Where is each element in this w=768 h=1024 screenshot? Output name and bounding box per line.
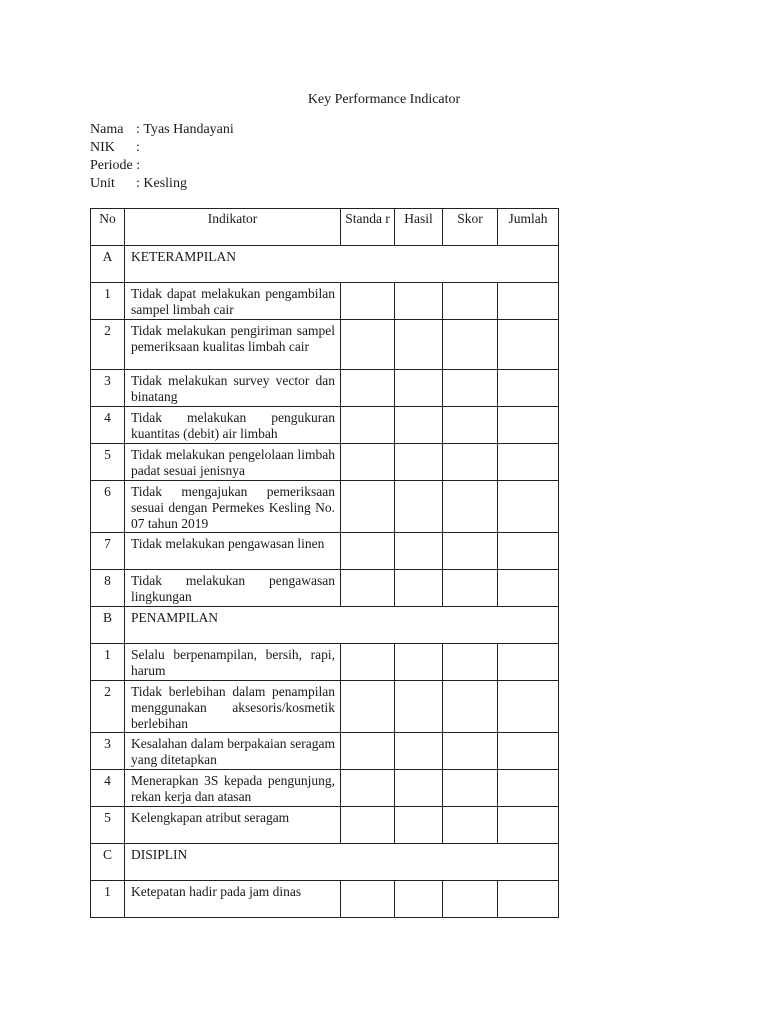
hasil-cell[interactable]: [395, 644, 443, 681]
jumlah-cell[interactable]: [498, 807, 559, 844]
item-number: 2: [91, 320, 125, 370]
standar-cell[interactable]: [341, 807, 395, 844]
identity-label: Unit: [90, 176, 115, 191]
indicator-text: Tidak melakukan pengiriman sampel pemeriksaan kualitas limbah cair: [131, 323, 335, 354]
jumlah-cell[interactable]: [498, 881, 559, 918]
indicator-cell: [125, 681, 341, 733]
jumlah-cell[interactable]: [498, 570, 559, 607]
table-header-row: [91, 209, 559, 246]
identity-value: Kesling: [143, 176, 187, 191]
jumlah-cell[interactable]: [498, 644, 559, 681]
section-row: [91, 246, 559, 283]
hasil-cell[interactable]: [395, 370, 443, 407]
hasil-cell[interactable]: [395, 570, 443, 607]
skor-cell[interactable]: [443, 733, 498, 770]
indicator-cell: [125, 570, 341, 607]
item-number: 3: [91, 733, 125, 770]
skor-cell[interactable]: [443, 644, 498, 681]
table-row: [91, 407, 559, 444]
identity-nama: [90, 121, 234, 139]
item-number: 5: [91, 444, 125, 481]
indicator-text: Kesalahan dalam berpakaian seragam yang ditetapkan: [131, 736, 335, 767]
hasil-cell[interactable]: [395, 481, 443, 533]
standar-cell[interactable]: [341, 570, 395, 607]
hasil-cell[interactable]: [395, 444, 443, 481]
hasil-cell[interactable]: [395, 733, 443, 770]
standar-cell[interactable]: [341, 681, 395, 733]
hasil-cell[interactable]: [395, 533, 443, 570]
identity-periode: [90, 157, 234, 175]
skor-cell[interactable]: [443, 481, 498, 533]
indicator-text: Ketepatan hadir pada jam dinas: [131, 884, 302, 899]
table-row: [91, 644, 559, 681]
section-name: DISIPLIN: [125, 844, 559, 881]
indicator-cell: [125, 481, 341, 533]
skor-cell[interactable]: [443, 681, 498, 733]
table-row: [91, 570, 559, 607]
identity-unit: [90, 175, 234, 193]
item-number: 8: [91, 570, 125, 607]
skor-cell[interactable]: [443, 770, 498, 807]
jumlah-cell[interactable]: [498, 370, 559, 407]
standar-cell[interactable]: [341, 370, 395, 407]
skor-cell[interactable]: [443, 283, 498, 320]
hasil-cell[interactable]: [395, 320, 443, 370]
indicator-text: Tidak melakukan survey vector dan binatang: [131, 373, 335, 404]
indicator-text: Tidak melakukan pengelolaan limbah padat sesuai jenisnya: [131, 447, 335, 478]
jumlah-cell[interactable]: [498, 320, 559, 370]
identity-value: Tyas Handayani: [143, 122, 234, 137]
section-row: [91, 607, 559, 644]
standar-cell[interactable]: [341, 881, 395, 918]
document-title: Key Performance Indicator: [307, 92, 461, 107]
kpi-table: [90, 208, 559, 918]
header-hasil: Hasil: [395, 209, 443, 246]
identity-separator: :: [136, 122, 144, 137]
jumlah-cell[interactable]: [498, 481, 559, 533]
item-number: 6: [91, 481, 125, 533]
skor-cell[interactable]: [443, 570, 498, 607]
item-number: 1: [91, 881, 125, 918]
identity-label: Periode: [90, 158, 133, 173]
indicator-cell: [125, 283, 341, 320]
item-number: 3: [91, 370, 125, 407]
item-number: 1: [91, 283, 125, 320]
item-number: 5: [91, 807, 125, 844]
standar-cell[interactable]: [341, 407, 395, 444]
indicator-text: Tidak melakukan pengawasan linen: [131, 536, 325, 551]
jumlah-cell[interactable]: [498, 770, 559, 807]
standar-cell[interactable]: [341, 644, 395, 681]
section-name: KETERAMPILAN: [125, 246, 559, 283]
indicator-text: Tidak melakukan pengawasan lingkungan: [131, 573, 335, 604]
standar-cell[interactable]: [341, 444, 395, 481]
indicator-cell: [125, 320, 341, 370]
standar-cell[interactable]: [341, 733, 395, 770]
skor-cell[interactable]: [443, 320, 498, 370]
table-row: [91, 733, 559, 770]
indicator-cell: [125, 533, 341, 570]
skor-cell[interactable]: [443, 370, 498, 407]
skor-cell[interactable]: [443, 444, 498, 481]
jumlah-cell[interactable]: [498, 533, 559, 570]
table-row: [91, 283, 559, 320]
identity-separator: :: [136, 176, 144, 191]
identity-block: [90, 121, 234, 193]
hasil-cell[interactable]: [395, 407, 443, 444]
table-row: [91, 481, 559, 533]
indicator-cell: [125, 733, 341, 770]
identity-separator: :: [132, 158, 144, 173]
table-row: [91, 320, 559, 370]
table-row: [91, 807, 559, 844]
hasil-cell[interactable]: [395, 770, 443, 807]
item-number: 1: [91, 644, 125, 681]
indicator-text: Kelengkapan atribut seragam: [131, 810, 290, 825]
indicator-cell: [125, 881, 341, 918]
indicator-cell: [125, 370, 341, 407]
item-number: 7: [91, 533, 125, 570]
header-indikator: Indikator: [125, 209, 341, 246]
identity-label: NIK: [90, 140, 115, 155]
table-row: [91, 533, 559, 570]
indicator-cell: [125, 644, 341, 681]
skor-cell[interactable]: [443, 533, 498, 570]
section-code: A: [91, 246, 125, 283]
standar-cell[interactable]: [341, 320, 395, 370]
indicator-text: Tidak melakukan pengukuran kuantitas (debit) air limbah: [131, 410, 335, 441]
standar-cell[interactable]: [341, 481, 395, 533]
indicator-cell: [125, 807, 341, 844]
section-code: C: [91, 844, 125, 881]
item-number: 2: [91, 681, 125, 733]
section-name: PENAMPILAN: [125, 607, 559, 644]
item-number: 4: [91, 770, 125, 807]
header-standar: Standa r: [341, 209, 395, 246]
table-row: [91, 370, 559, 407]
identity-label: Nama: [90, 122, 124, 137]
jumlah-cell[interactable]: [498, 283, 559, 320]
hasil-cell[interactable]: [395, 283, 443, 320]
indicator-text: Menerapkan 3S kepada pengunjung, rekan kerja dan atasan: [131, 773, 335, 804]
skor-cell[interactable]: [443, 807, 498, 844]
table-row: [91, 444, 559, 481]
hasil-cell[interactable]: [395, 807, 443, 844]
indicator-cell: [125, 770, 341, 807]
indicator-cell: [125, 444, 341, 481]
indicator-cell: [125, 407, 341, 444]
jumlah-cell[interactable]: [498, 681, 559, 733]
table-row: [91, 881, 559, 918]
section-row: [91, 844, 559, 881]
table-row: [91, 681, 559, 733]
skor-cell[interactable]: [443, 407, 498, 444]
standar-cell[interactable]: [341, 533, 395, 570]
identity-separator: :: [136, 140, 144, 155]
indicator-text: Selalu berpenampilan, bersih, rapi, harum: [131, 647, 335, 678]
skor-cell[interactable]: [443, 881, 498, 918]
indicator-text: Tidak dapat melakukan pengambilan sampel limbah cair: [131, 286, 335, 317]
kpi-table-body: [91, 246, 559, 918]
header-skor: Skor: [443, 209, 498, 246]
indicator-text: Tidak berlebihan dalam penampilan menggunakan aksesoris/kosmetik berlebihan: [131, 684, 335, 731]
indicator-text: Tidak mengajukan pemeriksaan sesuai dengan Permekes Kesling No. 07 tahun 2019: [131, 484, 335, 531]
standar-cell[interactable]: [341, 283, 395, 320]
jumlah-cell[interactable]: [498, 444, 559, 481]
hasil-cell[interactable]: [395, 881, 443, 918]
table-row: [91, 770, 559, 807]
header-no: No: [91, 209, 125, 246]
hasil-cell[interactable]: [395, 681, 443, 733]
identity-nik: [90, 139, 234, 157]
section-code: B: [91, 607, 125, 644]
header-jumlah: Jumlah: [498, 209, 559, 246]
jumlah-cell[interactable]: [498, 407, 559, 444]
item-number: 4: [91, 407, 125, 444]
jumlah-cell[interactable]: [498, 733, 559, 770]
standar-cell[interactable]: [341, 770, 395, 807]
